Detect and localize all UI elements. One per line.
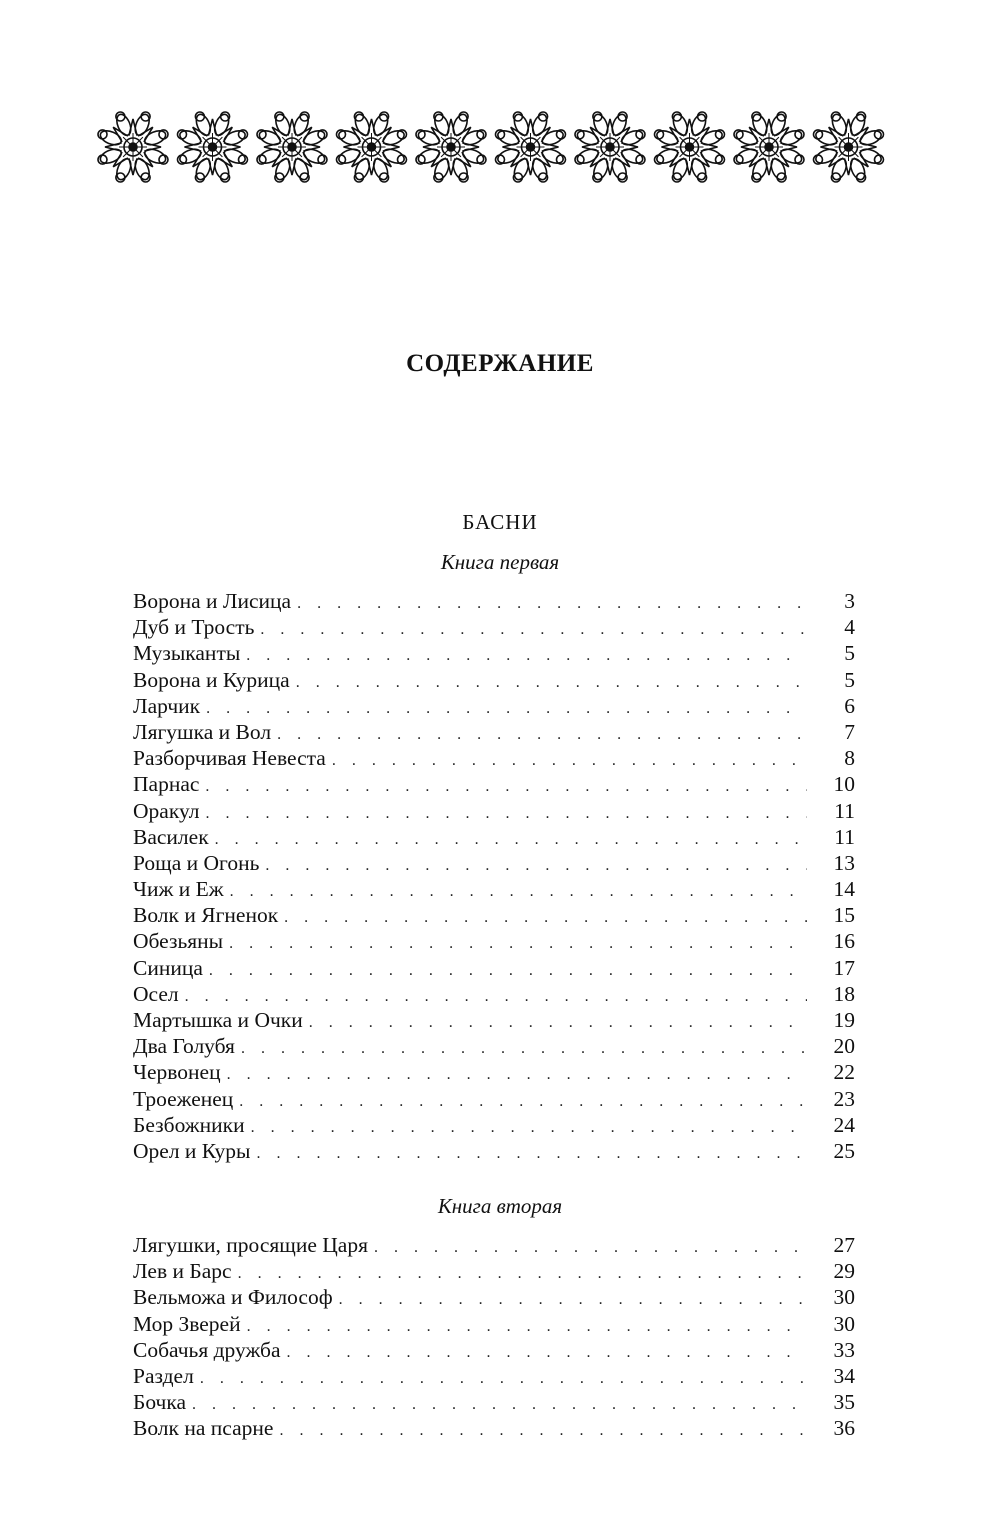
toc-entry-title: Ворона и Лисица	[133, 589, 292, 613]
toc-entry-page: 20	[833, 1034, 855, 1059]
dot-leader	[215, 827, 807, 853]
toc-entry-page: 11	[834, 798, 855, 823]
toc-entry	[133, 902, 855, 928]
toc-entry-page: 23	[833, 1086, 855, 1111]
page-title: СОДЕРЖАНИЕ	[406, 350, 594, 377]
toc-entry	[133, 1232, 855, 1258]
toc-entry	[133, 798, 855, 824]
dot-leader	[260, 617, 807, 643]
toc-entry-page: 8	[844, 746, 855, 771]
toc-entry	[133, 955, 855, 981]
rosette-border-icon	[93, 97, 903, 197]
toc-entry-title: Червонец	[133, 1060, 221, 1085]
toc-entry	[133, 1363, 855, 1389]
toc-entry-page: 5	[844, 641, 855, 666]
toc-entry-title: Парнас	[133, 772, 200, 797]
toc-entry	[133, 1337, 855, 1363]
dot-leader	[192, 1392, 807, 1418]
toc-entry	[133, 981, 855, 1007]
toc-entry-page: 7	[844, 719, 855, 744]
toc-entry-title: Чиж и Еж	[133, 877, 224, 902]
dot-leader	[247, 1314, 807, 1340]
toc-entry-page: 13	[833, 850, 855, 875]
toc-entry-title: Собачья дружба	[133, 1337, 281, 1362]
toc-entry-page: 29	[833, 1259, 855, 1284]
toc-entry	[133, 876, 855, 902]
toc-entry	[133, 693, 855, 719]
toc-entry	[133, 1007, 855, 1033]
toc-entry-title: Ларчик	[133, 693, 201, 718]
toc-entry-title: Лягушки, просящие Царя	[133, 1233, 368, 1257]
book-heading: Книга первая	[440, 550, 560, 574]
toc-entry-page: 4	[844, 615, 855, 640]
toc-list	[133, 588, 855, 1164]
toc-entry-page: 22	[833, 1060, 855, 1085]
toc-entry-title: Мартышка и Очки	[133, 1008, 303, 1032]
dot-leader	[227, 1062, 807, 1088]
toc-entry	[133, 745, 855, 771]
toc-entry-page: 35	[833, 1390, 855, 1415]
toc-entry	[133, 667, 855, 693]
dot-leader	[251, 1115, 807, 1141]
dot-leader	[279, 1418, 807, 1444]
toc-entry-page: 19	[833, 1008, 855, 1032]
dot-leader	[239, 1089, 807, 1115]
dot-leader	[256, 1141, 807, 1167]
dot-leader	[265, 853, 807, 879]
dot-leader	[284, 905, 807, 931]
dot-leader	[206, 696, 807, 722]
toc-entry-page: 36	[833, 1416, 855, 1441]
toc-entry	[133, 850, 855, 876]
dot-leader	[374, 1235, 807, 1261]
toc-entry	[133, 771, 855, 797]
toc-entry-page: 15	[833, 903, 855, 928]
dot-leader	[287, 1340, 807, 1366]
toc-entry-title: Лягушка и Вол	[133, 719, 272, 744]
toc-entry-page: 16	[833, 929, 855, 954]
toc-entry	[133, 1415, 855, 1441]
toc-entry-page: 30	[833, 1311, 855, 1336]
toc-entry-title: Василек	[133, 824, 209, 849]
toc-entry-page: 33	[833, 1337, 855, 1362]
toc-entry	[133, 614, 855, 640]
toc-entry-page: 6	[844, 693, 855, 718]
toc-entry-title: Роща и Огонь	[133, 850, 260, 875]
dot-leader	[309, 1010, 807, 1036]
toc-entry	[133, 640, 855, 666]
toc-entry	[133, 1284, 855, 1310]
dot-leader	[209, 958, 807, 984]
toc-entry	[133, 1059, 855, 1085]
toc-entry-title: Музыканты	[133, 641, 241, 666]
dot-leader	[277, 722, 807, 748]
toc-entry-title: Дуб и Трость	[133, 615, 255, 640]
toc-entry-page: 5	[844, 667, 855, 692]
toc-entry-title: Разборчивая Невеста	[133, 746, 326, 771]
toc-entry	[133, 1311, 855, 1337]
toc-entry	[133, 824, 855, 850]
toc-entry-title: Синица	[133, 955, 203, 980]
toc-entry-title: Волк на псарне	[133, 1416, 274, 1441]
toc-entry-title: Раздел	[133, 1363, 194, 1388]
dot-leader	[339, 1287, 807, 1313]
toc-entry-title: Осел	[133, 981, 179, 1006]
toc-entry-title: Оракул	[133, 798, 200, 823]
toc-entry-title: Волк и Ягненок	[133, 903, 279, 928]
toc-entry-page: 24	[833, 1112, 855, 1137]
toc-entry-page: 11	[834, 824, 855, 849]
dot-leader	[246, 643, 807, 669]
toc-entry-title: Мор Зверей	[133, 1311, 241, 1336]
toc-entry	[133, 928, 855, 954]
dot-leader	[332, 748, 807, 774]
toc-entry-page: 30	[833, 1285, 855, 1310]
toc-entry-page: 25	[833, 1138, 855, 1163]
toc-entry-page: 34	[833, 1363, 855, 1388]
toc-entry	[133, 1112, 855, 1138]
toc-entry-title: Лев и Барс	[133, 1259, 232, 1284]
dot-leader	[241, 1036, 807, 1062]
toc-entry-title: Два Голубя	[133, 1034, 235, 1059]
section-heading: БАСНИ	[462, 510, 538, 534]
toc-entry	[133, 719, 855, 745]
toc-entry-title: Безбожники	[133, 1112, 245, 1137]
dot-leader	[205, 774, 807, 800]
dot-leader	[229, 931, 807, 957]
toc-entry	[133, 1138, 855, 1164]
toc-entry-page: 27	[833, 1233, 855, 1257]
toc-entry-title: Бочка	[133, 1390, 187, 1415]
dot-leader	[206, 801, 808, 827]
toc-entry-title: Троеженец	[133, 1086, 234, 1111]
toc-entry-title: Орел и Куры	[133, 1138, 251, 1163]
toc-list	[133, 1232, 855, 1442]
toc-entry-title: Ворона и Курица	[133, 667, 290, 692]
toc-entry-page: 17	[833, 955, 855, 980]
toc-entry-page: 14	[833, 877, 855, 902]
toc-entry-title: Обезьяны	[133, 929, 224, 954]
dot-leader	[296, 670, 807, 696]
toc-entry-page: 3	[844, 589, 855, 613]
dot-leader	[297, 591, 807, 617]
toc-entry-page: 18	[833, 981, 855, 1006]
toc-entry	[133, 588, 855, 614]
toc-entry	[133, 1258, 855, 1284]
dot-leader	[230, 879, 807, 905]
toc-entry	[133, 1033, 855, 1059]
dot-leader	[200, 1366, 807, 1392]
toc-entry-title: Вельможа и Философ	[133, 1285, 333, 1310]
toc-entry-page: 10	[833, 772, 855, 797]
book-heading: Книга вторая	[437, 1194, 563, 1218]
toc-entry	[133, 1389, 855, 1415]
toc-entry	[133, 1086, 855, 1112]
